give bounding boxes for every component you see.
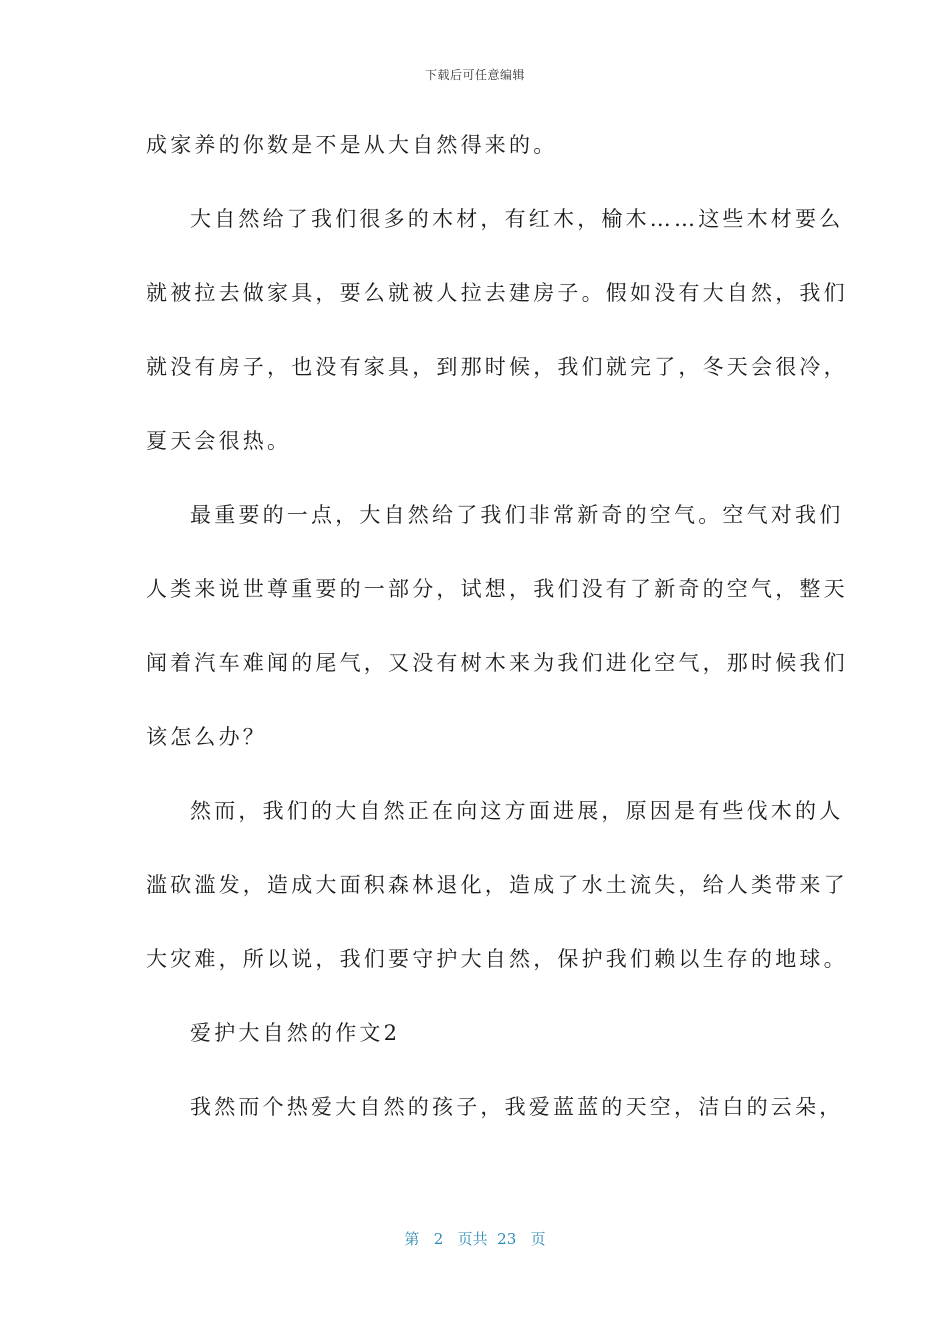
- page-footer: [0, 1228, 950, 1249]
- text-line: 就被拉去做家具，要么就被人拉去建房子。假如没有大自然，我们: [146, 281, 848, 305]
- page-current: 2: [433, 1230, 444, 1248]
- text-line: 人类来说世尊重要的一部分，试想，我们没有了新奇的空气，整天: [146, 577, 848, 601]
- text-line: 大灾难，所以说，我们要守护大自然，保护我们赖以生存的地球。: [146, 947, 848, 971]
- document-body: [146, 120, 848, 1156]
- page-label-prefix: 第: [404, 1230, 420, 1248]
- text-line: 最重要的一点，大自然给了我们非常新奇的空气。空气对我们: [190, 503, 844, 527]
- text-line: 闻着汽车难闻的尾气，又没有树木来为我们进化空气，那时候我们: [146, 651, 848, 675]
- page-label-suffix: 页: [530, 1230, 546, 1248]
- text-line: 夏天会很热。: [146, 429, 292, 453]
- text-line: 然而，我们的大自然正在向这方面进展，原因是有些伐木的人: [190, 799, 844, 823]
- page-total: 23: [497, 1230, 517, 1248]
- text-line: 大自然给了我们很多的木材，有红木，榆木……这些木材要么: [190, 207, 844, 231]
- page-label-mid: 页共: [457, 1230, 488, 1248]
- header-note: 下载后可任意编辑: [424, 68, 525, 82]
- text-line: 就没有房子，也没有家具，到那时候，我们就完了，冬天会很冷，: [146, 355, 848, 379]
- text-line: 我然而个热爱大自然的孩子，我爱蓝蓝的天空，洁白的云朵，: [190, 1095, 844, 1119]
- text-line: 滥砍滥发，造成大面积森林退化，造成了水土流失，给人类带来了: [146, 873, 848, 897]
- section-heading: 爱护大自然的作文2: [190, 1021, 401, 1045]
- text-line: 成家养的你数是不是从大自然得来的。: [146, 133, 558, 157]
- text-line: 该怎么办？: [146, 725, 267, 749]
